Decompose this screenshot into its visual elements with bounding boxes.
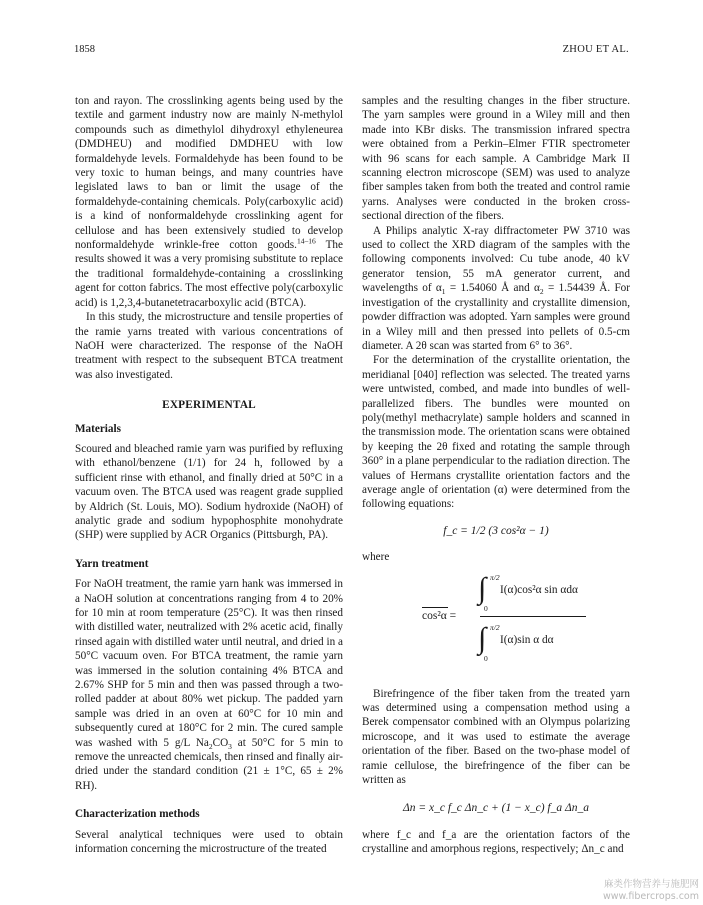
subheading-materials: Materials bbox=[75, 422, 121, 435]
definition-paragraph: where f_c and f_a are the orientation factors of the crystalline and amorphous regions, respectively; Δn_c and bbox=[362, 828, 630, 856]
materials-paragraph: Scoured and bleached ramie yarn was purified by refluxing with ethanol/benzene (1/1) for 24 h, followed by a sufficient rinse with ethanol, and finally dried at 50°C in a vacuum oven. The BTCA used was reagent grade supplied by Aldrich (St. Louis, MO). Sodium hydroxide (NaOH) of analytic grade and sodium hypophosphite monohydrate (SHP) were supplied by ACR Organics (Pittsburgh, PA). bbox=[75, 442, 343, 542]
integral-lower-limit: 0 bbox=[484, 603, 488, 613]
characterization-paragraph: Several analytical techniques were used to obtain information concerning the microstructure of the treated bbox=[75, 828, 343, 856]
watermark bbox=[603, 879, 699, 903]
integral-upper-limit: π/2 bbox=[490, 622, 500, 632]
integral-sign: ∫ bbox=[478, 621, 487, 655]
fraction-line bbox=[480, 616, 586, 617]
equation-hermans: f_c = 1/2 (3 cos²α − 1) bbox=[443, 524, 549, 537]
equation-birefringence: Δn = x_c f_c Δn_c + (1 − x_c) f_a Δn_a bbox=[403, 802, 589, 815]
integral-upper-limit: π/2 bbox=[490, 572, 500, 582]
birefringence-paragraph: Birefringence of the fiber taken from the treated yarn was determined using a compensation method using a Berek compensator combined with an Olympus polarizing microscope, and it was used to estimate the average orientation of the fiber. Based on the two-phase model of ramie cellulose, the birefringence of the fiber can be written as bbox=[362, 687, 630, 787]
equation-cos2-alpha bbox=[362, 569, 630, 677]
watermark-line-1: 麻类作物营养与施肥网 bbox=[603, 879, 699, 890]
integral-lower-limit: 0 bbox=[484, 653, 488, 663]
where-label: where bbox=[362, 551, 390, 564]
yarn-treatment-paragraph: For NaOH treatment, the ramie yarn hank was immersed in a NaOH solution at concentrations ranging from 4 to 20% for 10 min at room temperature (25°C). It was then rinsed with distilled water, neutralized with 2% acetic acid, finally rinsed again with distilled water until neutral, and dried in a 50°C vacuum oven. For BTCA treatment, the ramie yarn was immersed in the solution containing 4% BTCA and 2.67% SHP for 5 min and then was passed through a two-rolled padder at about 80% wet pickup. The padded yarn sample was dried in an oven at 60°C for 10 min and subsequently cured at 180°C for 2 min. The cured sample was washed with 5 g/L $Na_2CO_3$ at 50°C for 5 min to remove the unreacted chemicals, then rinsed and finally air-dried under the standard condition (21 ± 1°C, 65 ± 2% RH). bbox=[75, 578, 343, 792]
right-column bbox=[362, 94, 630, 857]
xrd-paragraph: A Philips analytic X-ray diffractometer PW 3710 was used to collect the XRD diagram of the samples with the following components involved: Cu tube anode, 40 kV generator tension, 55 mA generator current, and wavelengths of $\alpha_1 = 1.54060$ Å and $\alpha_2 = 1.54439$ Å. For investigation of the crystallinity and crystallite dimension, powder diffraction was adopted. Yarn samples were ground in a Wiley mill and then pressed into pellets of 0.5-cm diameter. A 2θ scan was started from 6° to 36°. bbox=[362, 224, 630, 352]
page-number: 1858 bbox=[74, 44, 95, 55]
sample-prep-paragraph: samples and the resulting changes in the fiber structure. The yarn samples were ground in a Wiley mill and then made into KBr disks. The transmission infrared spectra were obtained from a Perkin–Elmer FTIR spectrometer with 96 scans for each sample. A Cambridge Mark II scanning electron microscope (SEM) was used to analyze fiber samples taken from both the treated and control ramie yarns. Analyses were conducted in the broken cross-sectional direction of the fibers. bbox=[362, 95, 630, 223]
denominator-integrand: I(α)sin α dα bbox=[500, 633, 554, 646]
left-column bbox=[75, 94, 343, 857]
numerator-integrand: I(α)cos²α sin αdα bbox=[500, 583, 578, 596]
citation: 14–16 bbox=[296, 236, 316, 246]
study-paragraph: In this study, the microstructure and tensile properties of the ramie yarns treated with various concentrations of NaOH were characterized. The response of the NaOH treatment with respect to the subsequent BTCA treatment was also investigated. bbox=[75, 311, 343, 381]
orientation-paragraph: For the determination of the crystallite orientation, the meridianal [040] reflection was selected. The treated yarns were untwisted, combed, and made into bundles of well-parallelized fibers. The bundles were mounted on poly(methyl methacrylate) sample holders and scanned in the transmission mode. The orientation scans were obtained by keeping the 2θ fixed and rotating the sample through 360° in a plane perpendicular to the radiation direction. The values of Hermans crystallite orientation factors and the average angle of orientation (α) were determined from the following equations: bbox=[362, 354, 630, 511]
equation-denominator bbox=[470, 619, 590, 669]
overline bbox=[422, 607, 448, 608]
subheading-characterization: Characterization methods bbox=[75, 808, 200, 821]
equation-lhs: cos²α = bbox=[422, 609, 457, 622]
watermark-line-2: www.fibercrops.com bbox=[602, 891, 699, 902]
running-head: ZHOU ET AL. bbox=[562, 44, 629, 55]
subheading-yarn-treatment: Yarn treatment bbox=[75, 557, 149, 570]
section-heading-experimental: EXPERIMENTAL bbox=[162, 399, 256, 412]
equation-numerator bbox=[470, 569, 590, 615]
intro-paragraph: ton and rayon. The crosslinking agents being used by the textile and garment industry now are mainly N-methylol compounds such as dimethylol dihydroxyl ethyleneurea (DMDHEU) and modified DMDHEU with low formaldehyde levels. Formaldehyde has been found to be very toxic to human beings, and many countries have legislated laws to ban or limit the usage of the formaldehyde-containing chemicals. Poly(carboxylic acid) is a kind of nonformaldehyde crosslinking agent for cellulose and has been extensively studied to develop nonformaldehyde wrinkle-free cotton goods.$^{14-16}$ The results showed it was a very promising substitute to replace the traditional formaldehyde-containing a crosslinking agent for cotton fabrics. The most effective poly(carboxylic acid) is 1,2,3,4-butanetetracarboxylic acid (BTCA). bbox=[75, 95, 343, 309]
integral-sign: ∫ bbox=[478, 571, 487, 605]
